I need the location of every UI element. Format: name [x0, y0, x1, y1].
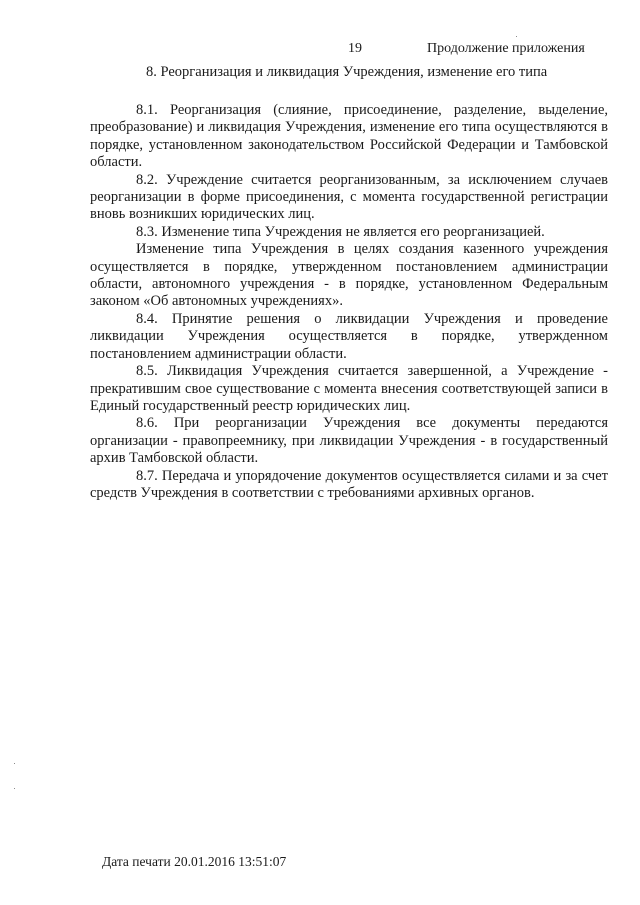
continuation-note: Продолжение приложения — [427, 41, 585, 56]
page-number: 19 — [348, 41, 362, 56]
paragraph-type-change: Изменение типа Учреждения в целях создания казенного учреждения осуществляется в порядке, утвержденном постановлением администрации области, автономного учреждения - в порядке, установленном Федеральным законом «Об автономных учреждениях». — [90, 241, 608, 310]
scan-speck — [14, 788, 15, 789]
paragraph-8-3: 8.3. Изменение типа Учреждения не является его реорганизацией. — [136, 223, 545, 240]
section-body — [90, 102, 608, 502]
paragraph-8-7: 8.7. Передача и упорядочение документов осуществляется силами и за счет средств Учреждения в соответствии с требованиями архивных органов. — [90, 467, 608, 501]
paragraph-8-6: 8.6. При реорганизации Учреждения все документы передаются организации - правопреемнику, при ликвидации Учреждения - в государственный архив Тамбовской области. — [90, 415, 608, 467]
paragraph-8-5: 8.5. Ликвидация Учреждения считается завершенной, а Учреждение - прекратившим свое существование с момента внесения соответствующей записи в Единый государственный реестр юридических лиц. — [90, 363, 608, 414]
section-title: 8. Реорганизация и ликвидация Учреждения, изменение его типа — [146, 64, 548, 80]
scan-speck — [516, 36, 517, 37]
paragraph-8-1: 8.1. Реорганизация (слияние, присоединение, разделение, выделение, преобразование) и ликвидация Учреждения, изменение его типа осуществляются в порядке, установленном законодательством Российской Федерации и Тамбовской области. — [90, 102, 608, 171]
paragraph-8-2: 8.2. Учреждение считается реорганизованным, за исключением случаев реорганизации в форме присоединения, с момента государственной регистрации вновь возникших юридических лиц. — [90, 171, 608, 223]
scan-speck — [14, 763, 15, 764]
print-date: Дата печати 20.01.2016 13:51:07 — [102, 854, 287, 869]
paragraph-8-4: 8.4. Принятие решения о ликвидации Учреждения и проведение ликвидации Учреждения осуществляется в порядке, утвержденном постановлением администрации области. — [90, 310, 608, 362]
